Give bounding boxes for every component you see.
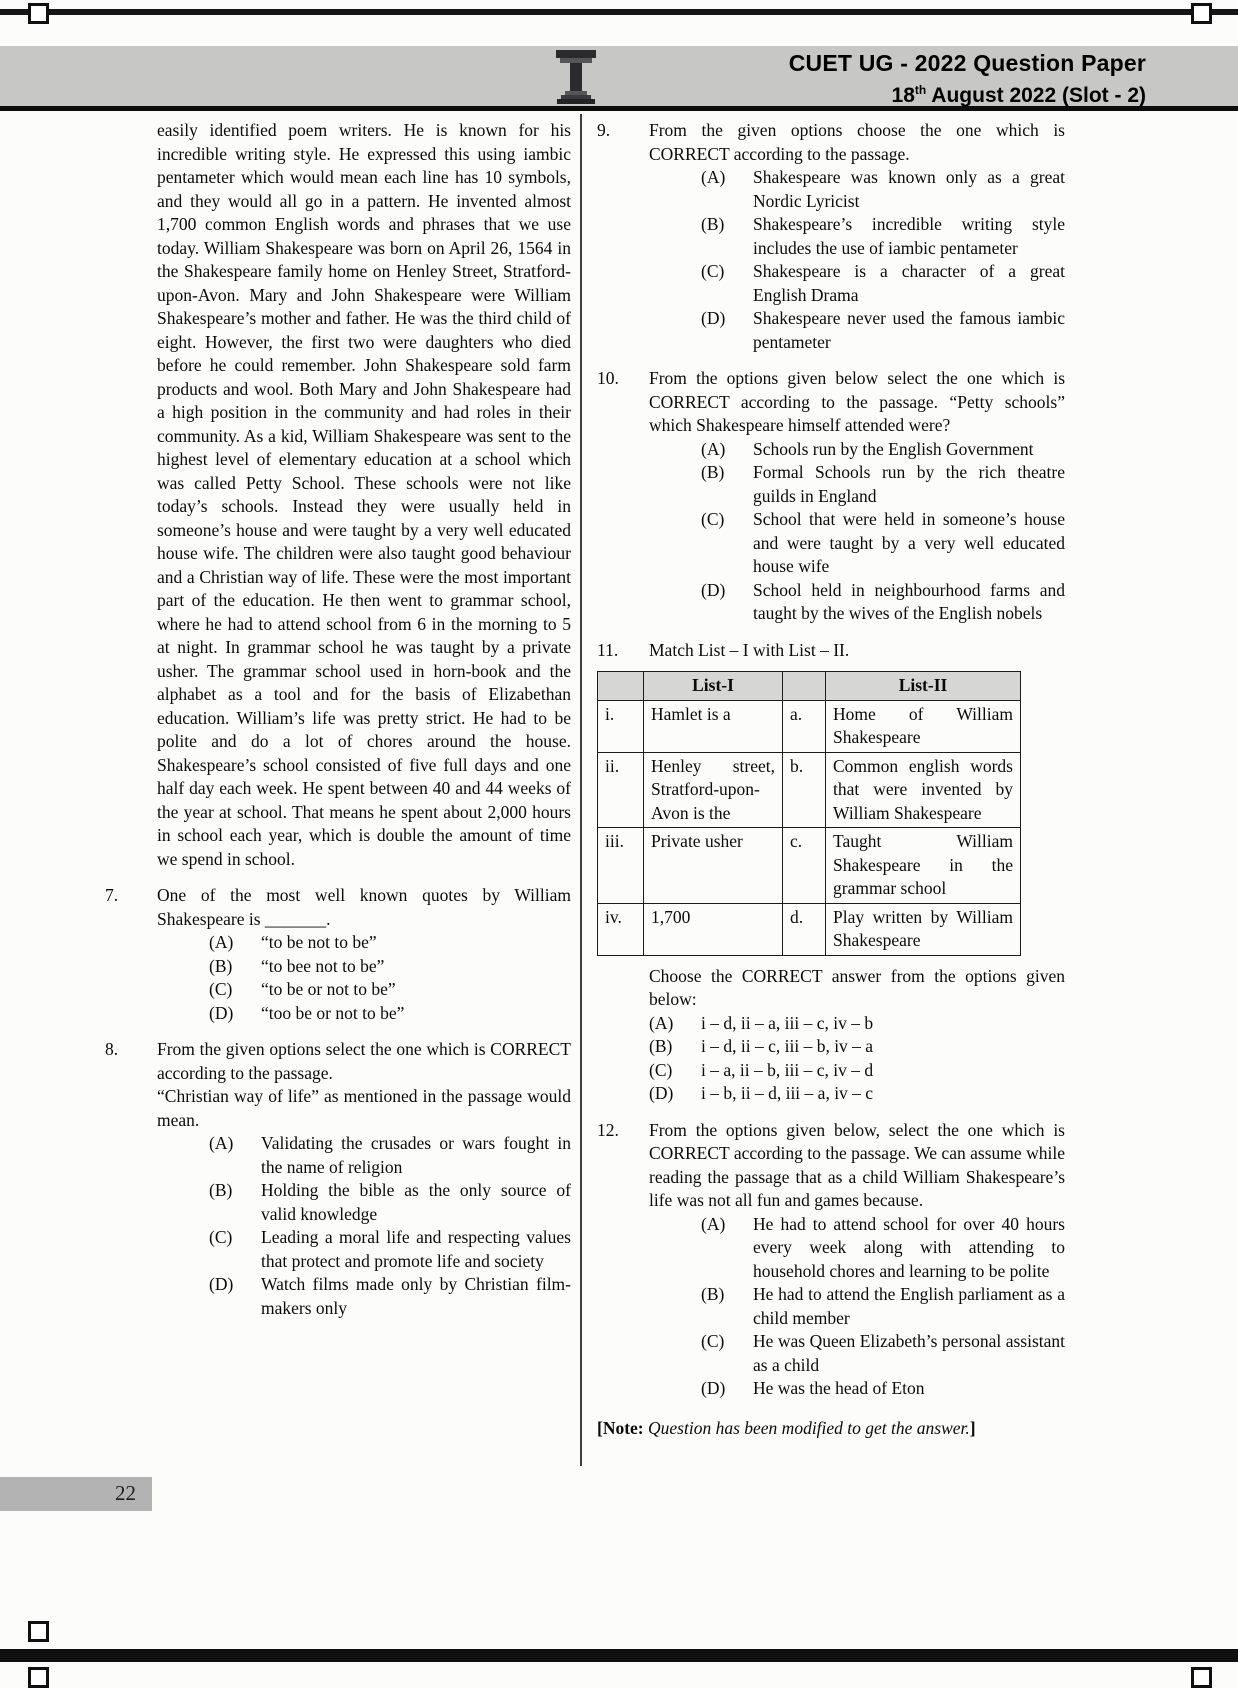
option-row (649, 1035, 1065, 1059)
option-text: “to be or not to be” (261, 979, 396, 999)
option-row (649, 438, 1065, 462)
cell-list2: Home of William Shakespeare (826, 700, 1021, 752)
registration-mark-bottom-left (28, 1667, 49, 1688)
question-8 (105, 1038, 571, 1320)
choose-instruction: Choose the CORRECT answer from the options given below: (649, 965, 1065, 1009)
option-row (649, 260, 1065, 307)
option-text: He was the head of Eton (753, 1378, 925, 1398)
question-number: 10. (597, 368, 619, 388)
right-column (597, 119, 1065, 1458)
question-10 (597, 367, 1065, 626)
option-row (649, 1377, 1065, 1401)
option-letter: (D) (209, 1274, 234, 1294)
table-row (598, 700, 1021, 752)
question-body (649, 367, 1065, 626)
cell-letter: d. (783, 903, 826, 955)
table-header-empty (783, 672, 826, 701)
column-divider (580, 114, 582, 1466)
cell-letter: a. (783, 700, 826, 752)
passage-text: easily identified poem writers. He is known for his incredible writing style. He expressed this using iambic pentameter which would mean each line has 10 symbols, and they would all go in a pattern. He invented almost 1,700 common English words and phrases that we use today. William Shakespeare was born on April 26, 1564 in the Shakespeare family home on Henley Street, Stratford-upon-Avon. Mary and John Shakespeare were William Shakespeare’s mother and father. He was the third child of eight. However, the first two were daughters who died before he could remember. John Shakespeare sold farm products and wool. Both Mary and John Shakespeare had a high position in the community and had roles in their community. As a kid, William Shakespeare was sent to the highest level of elementary education at a school which was called Petty School. These schools were not like today’s schools. Instead they were usually held in someone’s house and were taught by a very well educated house wife. The children were also taught good behaviour and a Christian way of life. These were the most important part of the education. He then went to grammar school, where he had to attend school from 6 in the morning to 5 at night. In grammar school he was taught by a private usher. The grammar school used in horn-book and the alphabet as a tool and for the basis of Elizabethan education. William’s life was pretty strict. He had to be polite and do a lot of chores around the house. Shakespeare’s school consisted of five full days and one half day each week. He spent between 40 and 44 weeks of the year at school. That means he spent about 2,000 hours in school each year, which is double the amount of time we spend in school. (157, 120, 571, 869)
option-letter: (D) (209, 1002, 234, 1023)
question-text: From the options given below, select the one which is CORRECT according to the passage. We can assume while reading the passage that as a child William Shakespeare’s life was not all fun and games because. (649, 1119, 1065, 1210)
option-letter: (B) (649, 1036, 673, 1056)
option-text: Shakespeare was known only as a great Nordic Lyricist (753, 167, 1065, 211)
option-letter: (C) (649, 1059, 673, 1080)
option-row (157, 1132, 571, 1179)
option-row (649, 213, 1065, 260)
cell-letter: c. (783, 828, 826, 904)
question-text: From the options given below select the one which is CORRECT according to the passage. “Petty schools” which Shakespeare himself attended were? (649, 368, 1065, 435)
cell-list1: Private usher (644, 828, 783, 904)
table-header-empty (598, 672, 644, 701)
option-text: Shakespeare never used the famous iambic pentameter (753, 308, 1065, 352)
option-row (649, 1283, 1065, 1330)
registration-mark-bottom-left-upper (28, 1621, 49, 1642)
note-label: [Note: (597, 1417, 644, 1438)
option-row (157, 1179, 571, 1226)
top-rule-bar (0, 9, 1238, 15)
option-text: Watch films made only by Christian film-makers only (261, 1274, 571, 1318)
option-letter: (D) (649, 1083, 674, 1103)
option-letter: (C) (701, 261, 725, 281)
note-close-bracket: ] (969, 1417, 976, 1438)
option-text: He had to attend the English parliament as a child member (753, 1284, 1065, 1328)
question-text: From the given options select the one which is CORRECT according to the passage. (157, 1039, 571, 1083)
option-text: Formal Schools run by the rich theatre guilds in England (753, 462, 1065, 506)
option-letter: (B) (701, 1284, 725, 1304)
option-text: i – a, ii – b, iii – c, iv – d (701, 1059, 874, 1080)
table-header-list2: List-II (826, 672, 1021, 701)
table-row (598, 752, 1021, 828)
paper-date (789, 77, 1146, 109)
option-row (157, 1226, 571, 1273)
option-text: “to be not to be” (261, 932, 377, 952)
option-letter: (A) (701, 1213, 726, 1234)
option-text: Shakespeare’s incredible writing style includes the use of iambic pentameter (753, 214, 1065, 258)
left-column (105, 119, 571, 1320)
question-body (157, 884, 571, 1025)
cell-list2: Common english words that were invented by William Shakespeare (826, 752, 1021, 828)
table-header-row (598, 672, 1021, 701)
option-text: i – d, ii – c, iii – b, iv – a (701, 1036, 874, 1056)
cell-sno: iv. (598, 903, 644, 955)
cell-letter: b. (783, 752, 826, 828)
cell-sno: ii. (598, 752, 644, 828)
option-text: He had to attend school for over 40 hours every week along with attending to household chores and learning to be polite (753, 1213, 1065, 1281)
option-text: i – b, ii – d, iii – a, iv – c (701, 1083, 874, 1103)
option-row (157, 1002, 571, 1026)
option-text: He was Queen Elizabeth’s personal assistant as a child (753, 1331, 1065, 1375)
note-text: Question has been modified to get the answer. (643, 1417, 970, 1438)
option-letter: (A) (701, 438, 726, 459)
question-body (649, 119, 1065, 354)
option-row (157, 955, 571, 979)
registration-mark-top-right (1191, 3, 1212, 24)
cell-list1: Henley street, Stratford-upon-Avon is the (644, 752, 783, 828)
question-text: One of the most well known quotes by William Shakespeare is _______. (157, 885, 571, 929)
option-row (649, 1012, 1065, 1036)
question-body (649, 1119, 1065, 1401)
option-letter: (A) (701, 167, 726, 187)
date-rest: August 2022 (Slot - 2) (926, 84, 1146, 107)
question-text: From the given options choose the one which is CORRECT according to the passage. (649, 120, 1065, 164)
page-number-box (0, 1477, 152, 1511)
option-text: Schools run by the English Government (753, 438, 1034, 459)
option-letter: (D) (701, 308, 726, 328)
question-number: 7. (105, 885, 119, 905)
cell-sno: i. (598, 700, 644, 752)
paper-title: CUET UG - 2022 Question Paper (788, 50, 1146, 76)
header-titles (789, 49, 1146, 109)
option-row (157, 931, 571, 955)
page-number: 22 (115, 1481, 136, 1505)
option-letter: (A) (209, 1133, 234, 1153)
question-number: 11. (597, 639, 619, 660)
option-text: i – d, ii – a, iii – c, iv – b (701, 1012, 874, 1033)
registration-mark-top-left (28, 3, 49, 24)
option-text: “too be or not to be” (261, 1002, 405, 1023)
option-row (157, 978, 571, 1002)
question-7 (105, 884, 571, 1025)
option-text: School held in neighbourhood farms and taught by the wives of the English nobels (753, 579, 1065, 623)
question-text: Match List – I with List – II. (649, 639, 850, 660)
option-letter: (C) (701, 509, 725, 529)
cell-list2: Play written by William Shakespeare (826, 903, 1021, 955)
cell-list2: Taught William Shakespeare in the grammar school (826, 828, 1021, 904)
question-body (157, 1038, 571, 1320)
option-letter: (C) (701, 1331, 725, 1351)
option-row (649, 461, 1065, 508)
note-line (597, 1417, 1065, 1441)
option-letter: (B) (701, 214, 725, 234)
option-row (157, 1273, 571, 1320)
question-number: 9. (597, 120, 611, 140)
option-letter: (B) (209, 1180, 233, 1200)
option-letter: (B) (701, 462, 725, 482)
bottom-rule-bar (0, 1649, 1238, 1662)
option-row (649, 508, 1065, 579)
question-12 (597, 1119, 1065, 1401)
option-row (649, 1059, 1065, 1083)
option-row (649, 1082, 1065, 1106)
question-number: 12. (597, 1119, 619, 1140)
option-letter: (D) (701, 579, 726, 600)
question-number: 8. (105, 1039, 119, 1059)
match-list-table (597, 671, 1021, 956)
option-letter: (C) (209, 979, 233, 999)
option-letter: (D) (701, 1378, 726, 1398)
question-11 (597, 639, 1065, 1106)
cell-list1: Hamlet is a (644, 700, 783, 752)
table-header-list1: List-I (644, 672, 783, 701)
date-day: 18 (891, 84, 915, 107)
publisher-logo-icon (553, 49, 599, 104)
option-text: Shakespeare is a character of a great English Drama (753, 261, 1065, 305)
option-text: School that were held in someone’s house and were taught by a very well educated house wife (753, 509, 1065, 576)
date-ordinal: th (914, 83, 927, 97)
option-row (649, 307, 1065, 354)
option-text: Validating the crusades or wars fought in the name of religion (261, 1133, 571, 1177)
cell-sno: iii. (598, 828, 644, 904)
option-letter: (A) (649, 1012, 674, 1033)
table-row (598, 828, 1021, 904)
option-text: Holding the bible as the only source of valid knowledge (261, 1180, 571, 1224)
table-row (598, 903, 1021, 955)
option-row (649, 1330, 1065, 1377)
option-letter: (A) (209, 932, 234, 952)
option-letter: (B) (209, 955, 233, 976)
option-row (649, 579, 1065, 626)
option-row (649, 166, 1065, 213)
option-text: Leading a moral life and respecting values that protect and promote life and society (261, 1227, 571, 1271)
question-subtext: “Christian way of life” as mentioned in the passage would mean. (157, 1086, 571, 1130)
option-text: “to bee not to be” (261, 955, 385, 976)
cell-list1: 1,700 (644, 903, 783, 955)
question-9 (597, 119, 1065, 354)
registration-mark-bottom-right (1191, 1667, 1212, 1688)
option-letter: (C) (209, 1227, 233, 1247)
option-row (649, 1213, 1065, 1284)
